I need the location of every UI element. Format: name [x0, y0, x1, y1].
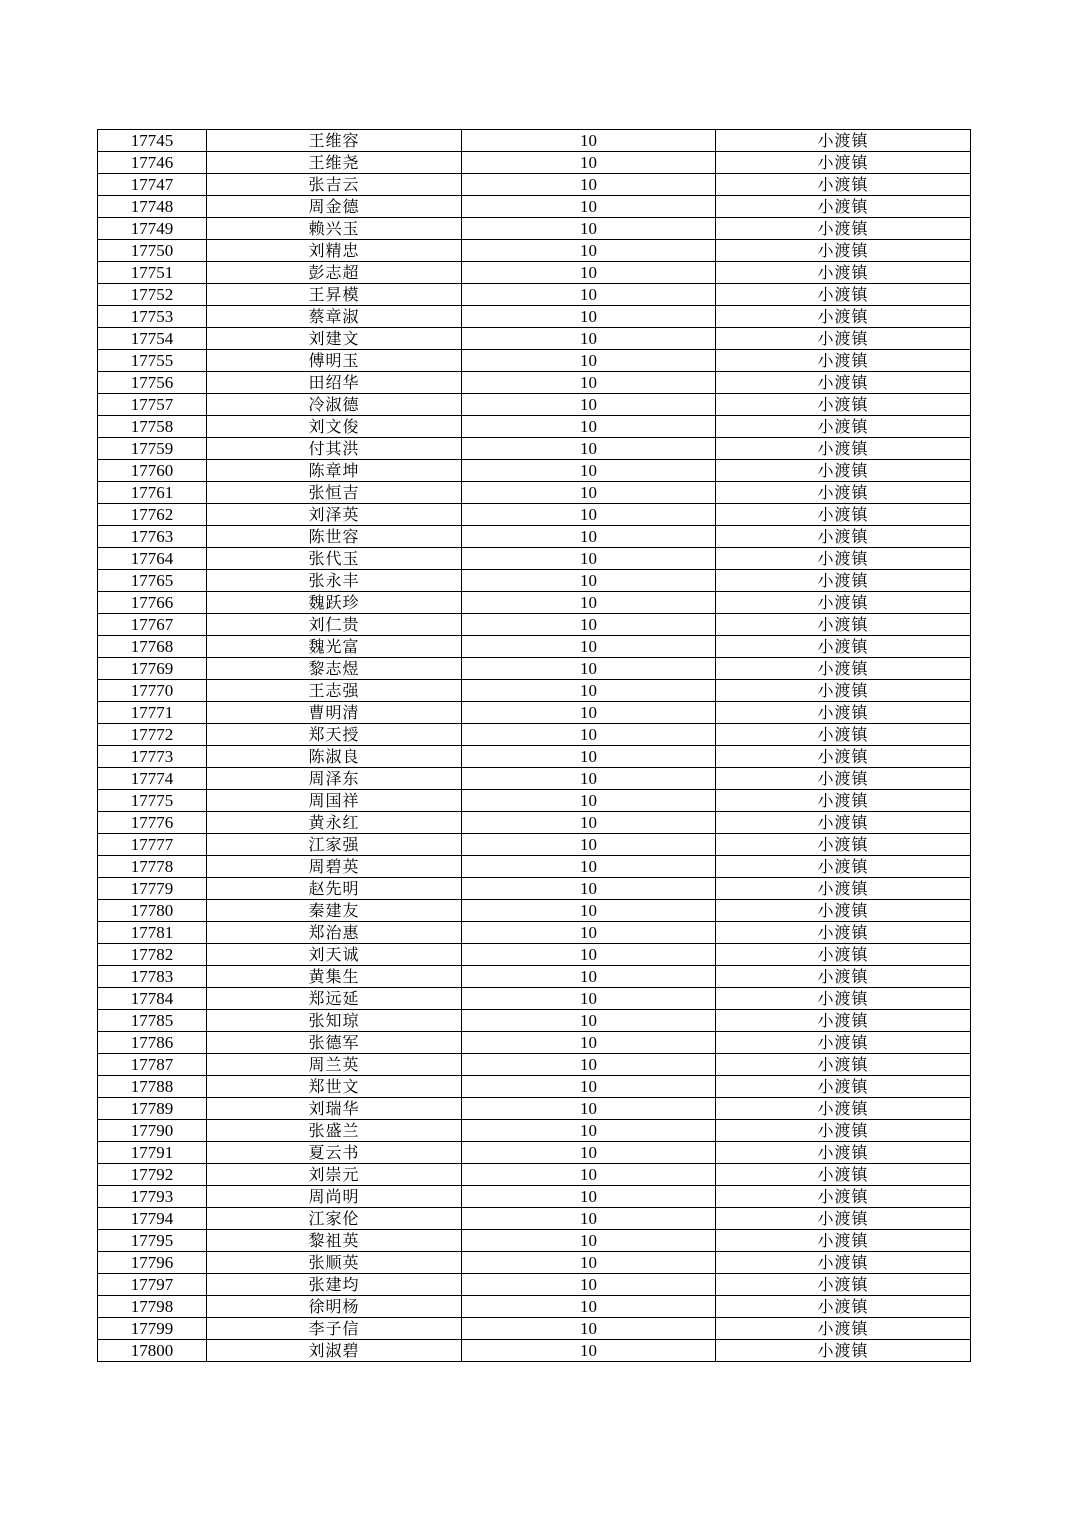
- cell-person-name: 傅明玉: [207, 350, 462, 372]
- cell-person-name: 刘建文: [207, 328, 462, 350]
- cell-town: 小渡镇: [716, 1076, 971, 1098]
- table-row: [98, 460, 971, 482]
- cell-person-name: 张建均: [207, 1274, 462, 1296]
- cell-person-name: 陈世容: [207, 526, 462, 548]
- cell-town: 小渡镇: [716, 1120, 971, 1142]
- cell-person-name: 郑世文: [207, 1076, 462, 1098]
- table-row: [98, 878, 971, 900]
- cell-town: 小渡镇: [716, 988, 971, 1010]
- cell-record-id: 17754: [98, 328, 207, 350]
- table-row: [98, 1010, 971, 1032]
- cell-town: 小渡镇: [716, 482, 971, 504]
- cell-amount: 10: [462, 152, 716, 174]
- cell-amount: 10: [462, 460, 716, 482]
- cell-amount: 10: [462, 1076, 716, 1098]
- cell-town: 小渡镇: [716, 174, 971, 196]
- cell-record-id: 17761: [98, 482, 207, 504]
- cell-amount: 10: [462, 944, 716, 966]
- cell-person-name: 陈淑良: [207, 746, 462, 768]
- table-row: [98, 1076, 971, 1098]
- table-row: [98, 1164, 971, 1186]
- cell-record-id: 17774: [98, 768, 207, 790]
- cell-person-name: 张恒吉: [207, 482, 462, 504]
- cell-person-name: 夏云书: [207, 1142, 462, 1164]
- cell-amount: 10: [462, 482, 716, 504]
- cell-town: 小渡镇: [716, 1318, 971, 1340]
- cell-town: 小渡镇: [716, 1208, 971, 1230]
- cell-record-id: 17797: [98, 1274, 207, 1296]
- table-row: [98, 570, 971, 592]
- cell-person-name: 张顺英: [207, 1252, 462, 1274]
- table-row: [98, 174, 971, 196]
- cell-person-name: 蔡章淑: [207, 306, 462, 328]
- cell-record-id: 17800: [98, 1340, 207, 1362]
- cell-person-name: 黄永红: [207, 812, 462, 834]
- cell-person-name: 刘文俊: [207, 416, 462, 438]
- table-row: [98, 834, 971, 856]
- cell-person-name: 黎祖英: [207, 1230, 462, 1252]
- cell-amount: 10: [462, 438, 716, 460]
- cell-amount: 10: [462, 262, 716, 284]
- cell-person-name: 彭志超: [207, 262, 462, 284]
- cell-amount: 10: [462, 240, 716, 262]
- table-row: [98, 724, 971, 746]
- cell-amount: 10: [462, 1054, 716, 1076]
- cell-amount: 10: [462, 504, 716, 526]
- cell-record-id: 17765: [98, 570, 207, 592]
- cell-amount: 10: [462, 174, 716, 196]
- cell-town: 小渡镇: [716, 570, 971, 592]
- cell-town: 小渡镇: [716, 1274, 971, 1296]
- cell-record-id: 17792: [98, 1164, 207, 1186]
- cell-person-name: 赵先明: [207, 878, 462, 900]
- cell-person-name: 黎志煜: [207, 658, 462, 680]
- cell-amount: 10: [462, 614, 716, 636]
- cell-record-id: 17784: [98, 988, 207, 1010]
- cell-person-name: 张永丰: [207, 570, 462, 592]
- table-row: [98, 1340, 971, 1362]
- cell-town: 小渡镇: [716, 152, 971, 174]
- cell-town: 小渡镇: [716, 328, 971, 350]
- cell-amount: 10: [462, 570, 716, 592]
- cell-record-id: 17770: [98, 680, 207, 702]
- cell-town: 小渡镇: [716, 262, 971, 284]
- table-row: [98, 1032, 971, 1054]
- table-row: [98, 152, 971, 174]
- cell-amount: 10: [462, 1252, 716, 1274]
- cell-record-id: 17788: [98, 1076, 207, 1098]
- cell-amount: 10: [462, 1296, 716, 1318]
- cell-person-name: 王昇模: [207, 284, 462, 306]
- cell-town: 小渡镇: [716, 372, 971, 394]
- cell-person-name: 周兰英: [207, 1054, 462, 1076]
- cell-person-name: 刘仁贵: [207, 614, 462, 636]
- table-row: [98, 526, 971, 548]
- cell-person-name: 周国祥: [207, 790, 462, 812]
- cell-person-name: 黄集生: [207, 966, 462, 988]
- cell-amount: 10: [462, 1098, 716, 1120]
- cell-person-name: 魏跃珍: [207, 592, 462, 614]
- cell-town: 小渡镇: [716, 944, 971, 966]
- cell-record-id: 17778: [98, 856, 207, 878]
- cell-record-id: 17757: [98, 394, 207, 416]
- table-row: [98, 1142, 971, 1164]
- cell-amount: 10: [462, 328, 716, 350]
- cell-record-id: 17782: [98, 944, 207, 966]
- cell-record-id: 17763: [98, 526, 207, 548]
- cell-record-id: 17773: [98, 746, 207, 768]
- cell-record-id: 17796: [98, 1252, 207, 1274]
- table-row: [98, 680, 971, 702]
- cell-record-id: 17745: [98, 130, 207, 152]
- table-row: [98, 1186, 971, 1208]
- cell-town: 小渡镇: [716, 1054, 971, 1076]
- cell-record-id: 17798: [98, 1296, 207, 1318]
- cell-amount: 10: [462, 724, 716, 746]
- cell-record-id: 17791: [98, 1142, 207, 1164]
- cell-person-name: 魏光富: [207, 636, 462, 658]
- cell-record-id: 17747: [98, 174, 207, 196]
- table-row: [98, 746, 971, 768]
- cell-person-name: 刘淑碧: [207, 1340, 462, 1362]
- table-row: [98, 196, 971, 218]
- cell-record-id: 17780: [98, 900, 207, 922]
- cell-town: 小渡镇: [716, 966, 971, 988]
- cell-amount: 10: [462, 1318, 716, 1340]
- table-row: [98, 1252, 971, 1274]
- cell-town: 小渡镇: [716, 416, 971, 438]
- cell-amount: 10: [462, 526, 716, 548]
- table-row: [98, 416, 971, 438]
- cell-person-name: 李子信: [207, 1318, 462, 1340]
- cell-town: 小渡镇: [716, 1296, 971, 1318]
- cell-amount: 10: [462, 372, 716, 394]
- cell-record-id: 17764: [98, 548, 207, 570]
- cell-person-name: 田绍华: [207, 372, 462, 394]
- cell-town: 小渡镇: [716, 1186, 971, 1208]
- cell-person-name: 周尚明: [207, 1186, 462, 1208]
- cell-amount: 10: [462, 306, 716, 328]
- cell-amount: 10: [462, 658, 716, 680]
- cell-person-name: 周碧英: [207, 856, 462, 878]
- cell-amount: 10: [462, 746, 716, 768]
- cell-person-name: 刘精忠: [207, 240, 462, 262]
- cell-amount: 10: [462, 878, 716, 900]
- cell-amount: 10: [462, 636, 716, 658]
- cell-town: 小渡镇: [716, 350, 971, 372]
- cell-record-id: 17758: [98, 416, 207, 438]
- cell-person-name: 张知琼: [207, 1010, 462, 1032]
- cell-town: 小渡镇: [716, 130, 971, 152]
- cell-person-name: 张德军: [207, 1032, 462, 1054]
- table-row: [98, 438, 971, 460]
- cell-record-id: 17766: [98, 592, 207, 614]
- cell-record-id: 17768: [98, 636, 207, 658]
- cell-town: 小渡镇: [716, 702, 971, 724]
- cell-town: 小渡镇: [716, 240, 971, 262]
- cell-person-name: 刘泽英: [207, 504, 462, 526]
- cell-record-id: 17753: [98, 306, 207, 328]
- table-row: [98, 966, 971, 988]
- cell-town: 小渡镇: [716, 1252, 971, 1274]
- table-row: [98, 900, 971, 922]
- cell-record-id: 17752: [98, 284, 207, 306]
- cell-amount: 10: [462, 196, 716, 218]
- cell-town: 小渡镇: [716, 394, 971, 416]
- cell-amount: 10: [462, 834, 716, 856]
- table-row: [98, 1318, 971, 1340]
- cell-record-id: 17779: [98, 878, 207, 900]
- cell-amount: 10: [462, 988, 716, 1010]
- table-row: [98, 1274, 971, 1296]
- cell-record-id: 17785: [98, 1010, 207, 1032]
- table-row: [98, 504, 971, 526]
- cell-town: 小渡镇: [716, 1340, 971, 1362]
- table-row: [98, 1098, 971, 1120]
- cell-record-id: 17793: [98, 1186, 207, 1208]
- cell-person-name: 陈章坤: [207, 460, 462, 482]
- cell-amount: 10: [462, 1164, 716, 1186]
- cell-person-name: 王维尧: [207, 152, 462, 174]
- table-row: [98, 284, 971, 306]
- cell-person-name: 张代玉: [207, 548, 462, 570]
- cell-amount: 10: [462, 1142, 716, 1164]
- cell-record-id: 17762: [98, 504, 207, 526]
- cell-person-name: 王维容: [207, 130, 462, 152]
- table-row: [98, 1208, 971, 1230]
- cell-amount: 10: [462, 548, 716, 570]
- cell-town: 小渡镇: [716, 724, 971, 746]
- table-row: [98, 636, 971, 658]
- table-row: [98, 702, 971, 724]
- cell-person-name: 郑治惠: [207, 922, 462, 944]
- cell-record-id: 17750: [98, 240, 207, 262]
- cell-person-name: 江家强: [207, 834, 462, 856]
- cell-person-name: 江家伦: [207, 1208, 462, 1230]
- cell-amount: 10: [462, 592, 716, 614]
- cell-town: 小渡镇: [716, 306, 971, 328]
- cell-person-name: 郑天授: [207, 724, 462, 746]
- cell-amount: 10: [462, 768, 716, 790]
- table-row: [98, 1296, 971, 1318]
- cell-town: 小渡镇: [716, 438, 971, 460]
- cell-record-id: 17775: [98, 790, 207, 812]
- cell-amount: 10: [462, 1340, 716, 1362]
- cell-town: 小渡镇: [716, 768, 971, 790]
- table-row: [98, 658, 971, 680]
- cell-record-id: 17781: [98, 922, 207, 944]
- cell-town: 小渡镇: [716, 1098, 971, 1120]
- cell-amount: 10: [462, 1120, 716, 1142]
- cell-record-id: 17746: [98, 152, 207, 174]
- cell-record-id: 17755: [98, 350, 207, 372]
- cell-person-name: 周泽东: [207, 768, 462, 790]
- cell-record-id: 17749: [98, 218, 207, 240]
- cell-record-id: 17751: [98, 262, 207, 284]
- table-row: [98, 240, 971, 262]
- cell-town: 小渡镇: [716, 614, 971, 636]
- cell-town: 小渡镇: [716, 790, 971, 812]
- cell-amount: 10: [462, 702, 716, 724]
- cell-record-id: 17759: [98, 438, 207, 460]
- cell-town: 小渡镇: [716, 218, 971, 240]
- cell-record-id: 17783: [98, 966, 207, 988]
- cell-record-id: 17767: [98, 614, 207, 636]
- cell-town: 小渡镇: [716, 900, 971, 922]
- cell-person-name: 曹明清: [207, 702, 462, 724]
- cell-amount: 10: [462, 900, 716, 922]
- table-row: [98, 350, 971, 372]
- cell-person-name: 冷淑德: [207, 394, 462, 416]
- cell-person-name: 王志强: [207, 680, 462, 702]
- cell-person-name: 赖兴玉: [207, 218, 462, 240]
- cell-town: 小渡镇: [716, 1164, 971, 1186]
- cell-person-name: 刘天诚: [207, 944, 462, 966]
- cell-person-name: 刘瑞华: [207, 1098, 462, 1120]
- cell-record-id: 17789: [98, 1098, 207, 1120]
- cell-amount: 10: [462, 790, 716, 812]
- cell-amount: 10: [462, 284, 716, 306]
- table-row: [98, 482, 971, 504]
- cell-amount: 10: [462, 350, 716, 372]
- table-row: [98, 944, 971, 966]
- cell-amount: 10: [462, 1032, 716, 1054]
- table-row: [98, 922, 971, 944]
- table-row: [98, 218, 971, 240]
- cell-person-name: 郑远延: [207, 988, 462, 1010]
- cell-town: 小渡镇: [716, 196, 971, 218]
- cell-amount: 10: [462, 218, 716, 240]
- cell-town: 小渡镇: [716, 680, 971, 702]
- table-row: [98, 790, 971, 812]
- cell-town: 小渡镇: [716, 1010, 971, 1032]
- cell-person-name: 刘崇元: [207, 1164, 462, 1186]
- cell-record-id: 17790: [98, 1120, 207, 1142]
- cell-town: 小渡镇: [716, 746, 971, 768]
- table-row: [98, 856, 971, 878]
- cell-amount: 10: [462, 922, 716, 944]
- cell-town: 小渡镇: [716, 1230, 971, 1252]
- cell-person-name: 秦建友: [207, 900, 462, 922]
- cell-town: 小渡镇: [716, 548, 971, 570]
- table-row: [98, 306, 971, 328]
- cell-record-id: 17787: [98, 1054, 207, 1076]
- table-row: [98, 1054, 971, 1076]
- cell-town: 小渡镇: [716, 1142, 971, 1164]
- cell-amount: 10: [462, 966, 716, 988]
- table-row: [98, 262, 971, 284]
- cell-town: 小渡镇: [716, 636, 971, 658]
- cell-amount: 10: [462, 1010, 716, 1032]
- cell-person-name: 徐明杨: [207, 1296, 462, 1318]
- cell-record-id: 17772: [98, 724, 207, 746]
- cell-town: 小渡镇: [716, 592, 971, 614]
- cell-amount: 10: [462, 812, 716, 834]
- cell-town: 小渡镇: [716, 834, 971, 856]
- cell-town: 小渡镇: [716, 284, 971, 306]
- cell-amount: 10: [462, 1208, 716, 1230]
- cell-record-id: 17795: [98, 1230, 207, 1252]
- cell-person-name: 张盛兰: [207, 1120, 462, 1142]
- table-row: [98, 1230, 971, 1252]
- cell-amount: 10: [462, 680, 716, 702]
- table-row: [98, 988, 971, 1010]
- cell-town: 小渡镇: [716, 922, 971, 944]
- cell-record-id: 17786: [98, 1032, 207, 1054]
- cell-town: 小渡镇: [716, 878, 971, 900]
- cell-record-id: 17794: [98, 1208, 207, 1230]
- cell-town: 小渡镇: [716, 504, 971, 526]
- cell-town: 小渡镇: [716, 812, 971, 834]
- cell-amount: 10: [462, 856, 716, 878]
- cell-record-id: 17771: [98, 702, 207, 724]
- cell-record-id: 17776: [98, 812, 207, 834]
- cell-town: 小渡镇: [716, 856, 971, 878]
- cell-person-name: 付其洪: [207, 438, 462, 460]
- cell-person-name: 张吉云: [207, 174, 462, 196]
- cell-record-id: 17748: [98, 196, 207, 218]
- cell-amount: 10: [462, 130, 716, 152]
- cell-person-name: 周金德: [207, 196, 462, 218]
- table-row: [98, 394, 971, 416]
- record-table-body: [98, 130, 971, 1362]
- cell-record-id: 17777: [98, 834, 207, 856]
- cell-record-id: 17756: [98, 372, 207, 394]
- cell-record-id: 17799: [98, 1318, 207, 1340]
- table-row: [98, 592, 971, 614]
- table-row: [98, 328, 971, 350]
- cell-amount: 10: [462, 1274, 716, 1296]
- cell-town: 小渡镇: [716, 658, 971, 680]
- table-row: [98, 130, 971, 152]
- table-row: [98, 1120, 971, 1142]
- cell-record-id: 17760: [98, 460, 207, 482]
- cell-amount: 10: [462, 1230, 716, 1252]
- table-row: [98, 548, 971, 570]
- table-row: [98, 768, 971, 790]
- cell-amount: 10: [462, 394, 716, 416]
- cell-town: 小渡镇: [716, 460, 971, 482]
- table-row: [98, 812, 971, 834]
- table-row: [98, 614, 971, 636]
- cell-town: 小渡镇: [716, 526, 971, 548]
- cell-town: 小渡镇: [716, 1032, 971, 1054]
- cell-amount: 10: [462, 416, 716, 438]
- cell-record-id: 17769: [98, 658, 207, 680]
- table-row: [98, 372, 971, 394]
- cell-amount: 10: [462, 1186, 716, 1208]
- record-table: [97, 129, 971, 1362]
